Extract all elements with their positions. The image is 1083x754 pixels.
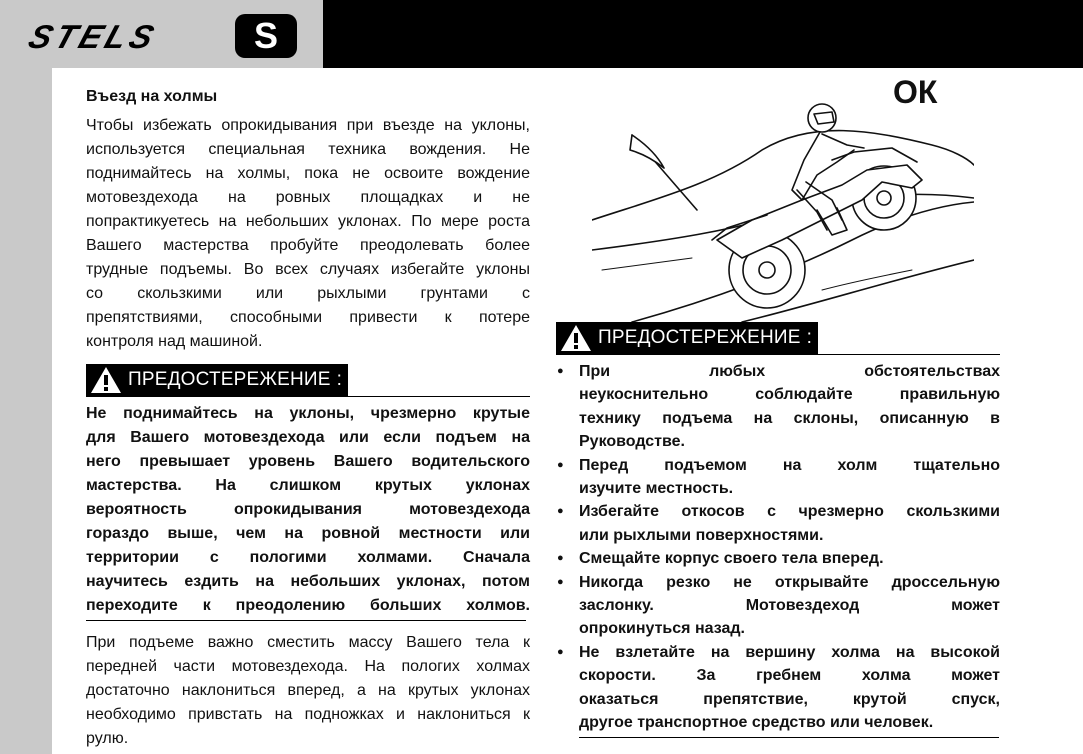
text-line: оказаться препятствие, крутой спуск,: [579, 690, 1000, 708]
text-line: гораздо выше, чем на ровной местности или: [86, 525, 530, 542]
text-line: рулю.: [86, 730, 129, 747]
list-item: [556, 500, 1000, 547]
text-line: для Вашего мотовездехода или если подъем на: [86, 429, 530, 446]
text-line: контроля над машиной.: [86, 333, 263, 350]
text-line: вероятность опрокидывания мотовездехода: [86, 501, 530, 518]
page-margin-strip: [0, 68, 52, 754]
list-item: [556, 641, 1000, 735]
text-line: научитесь ездить на небольших уклонах, потом: [86, 573, 530, 590]
text-line: Вашего мастерства пробуйте преодолевать более: [86, 237, 530, 254]
outro-paragraph: [86, 631, 530, 751]
list-item: [556, 360, 1000, 454]
warning-title: ПРЕДОСТЕРЕЖЕНИЕ: [598, 327, 801, 348]
text-line: неукоснительно соблюдайте правильную: [579, 386, 1000, 404]
text-line: ● Перед подъемом на холм тщательно: [579, 456, 1000, 474]
warning-header: [86, 364, 530, 398]
text-line: мотовездехода на ровных площадках и не: [86, 189, 530, 206]
divider: [86, 620, 526, 621]
text-line: достаточно наклониться вперед, а на крутых уклонах: [86, 682, 530, 699]
warning-header: [556, 322, 1000, 356]
right-column: [556, 322, 1000, 738]
text-line: Не поднимайтесь на уклоны, чрезмерно крутые: [86, 405, 530, 422]
section-heading: Въезд на холмы: [86, 88, 218, 105]
text-line: или рыхлыми поверхностями.: [579, 526, 824, 544]
text-line: необходимо привстать на подножках и наклониться к: [86, 706, 530, 723]
atv-hill-illustration: [592, 90, 974, 322]
header-brand-area: [0, 0, 323, 68]
text-line: него превышает уровень Вашего водительского: [86, 453, 530, 470]
text-line: поднимайтесь на холмы, пока не освоите вождение: [86, 165, 530, 182]
text-line: ● Не взлетайте на вершину холма на высокой: [579, 643, 1000, 661]
text-line: территории с пологими холмами. Сначала: [86, 549, 530, 566]
text-line: другое транспортное средство или человек.: [579, 714, 934, 732]
warning-label: ПРЕДОСТЕРЕЖЕНИЕ :: [556, 322, 818, 354]
text-line: ● При любых обстоятельствах: [579, 363, 1000, 380]
brand-badge-icon: S: [235, 14, 297, 58]
ok-label: ОК: [893, 74, 938, 110]
text-line: мастерства. На слишком крутых уклонах: [86, 477, 530, 494]
list-item: [556, 547, 1000, 570]
warning-paragraph: [86, 402, 530, 618]
warning-title: ПРЕДОСТЕРЕЖЕНИЕ: [128, 369, 331, 390]
text-line: технику подъема на склоны, описанную в: [579, 409, 1000, 427]
text-line: передней части мотовездехода. На пологих холмах: [86, 658, 530, 675]
text-line: со скользкими или рыхлыми грунтами с: [86, 285, 530, 302]
text-line: используется специальная техника вождения. Не: [86, 141, 530, 158]
divider: [556, 354, 1000, 355]
text-line: препятствиями, способными привести к потере: [86, 309, 530, 326]
divider: [86, 396, 530, 397]
text-line: Руководстве.: [579, 433, 685, 451]
text-line: опрокинуться назад.: [579, 620, 745, 638]
text-line: ● Смещайте корпус своего тела вперед.: [579, 550, 884, 568]
warning-label: ПРЕДОСТЕРЕЖЕНИЕ :: [86, 364, 348, 396]
list-item: [556, 571, 1000, 641]
list-item: [556, 454, 1000, 501]
warning-triangle-icon: [90, 366, 122, 394]
text-line: ● Никогда резко не открывайте дроссельную: [579, 573, 1000, 591]
text-line: При подъеме важно сместить массу Вашего тела к: [86, 634, 530, 651]
intro-paragraph: [86, 114, 530, 354]
text-line: скорости. За гребнем холма может: [579, 667, 1000, 685]
text-line: изучите местность.: [579, 480, 734, 498]
text-line: Чтобы избежать опрокидывания при въезде на уклоны,: [86, 117, 530, 134]
text-line: ● Избегайте откосов с чрезмерно скользкими: [579, 503, 1000, 521]
warning-triangle-icon: [560, 324, 592, 352]
divider: [579, 737, 999, 738]
left-column: [86, 86, 530, 751]
brand-logo-text: STELS: [24, 18, 163, 55]
text-line: переходите к преодолению больших холмов.: [86, 597, 530, 614]
warning-list: [556, 360, 1000, 735]
header-bar: [323, 0, 1083, 68]
text-line: трудные подъемы. Во всех случаях избегайте уклоны: [86, 261, 530, 278]
text-line: заслонку. Мотовездеход может: [579, 597, 1000, 615]
text-line: попрактикуетесь на небольших уклонах. По мере роста: [86, 213, 530, 230]
